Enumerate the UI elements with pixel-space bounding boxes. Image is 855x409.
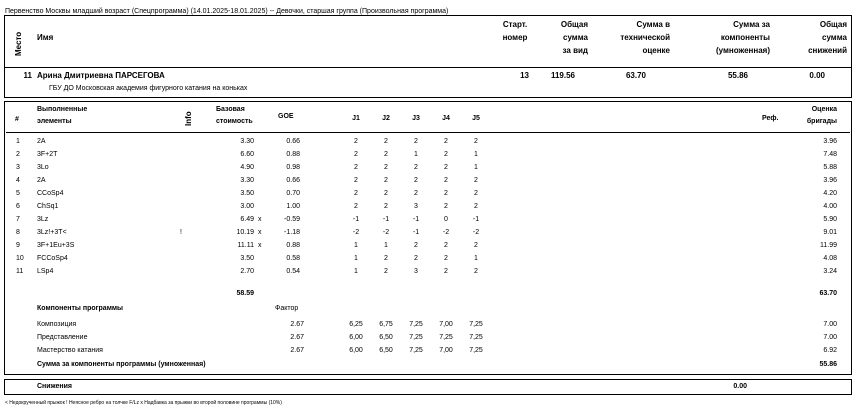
judge-header: J2 (382, 115, 390, 122)
element-judge-score: -1 (352, 216, 360, 223)
element-judge-score: 2 (474, 268, 478, 275)
element-code: FCCoSp4 (37, 255, 68, 262)
element-judge-score: 2 (474, 190, 478, 197)
element-panel-score: 4.20 (823, 190, 837, 197)
element-num: 5 (16, 190, 20, 197)
component-judge-score: 6,25 (349, 321, 363, 328)
element-bonus-mark: x (258, 216, 262, 223)
tes-header-1: Сумма в (636, 20, 670, 29)
element-judge-score: 2 (414, 177, 418, 184)
judge-header: J3 (412, 115, 420, 122)
element-judge-score: 2 (384, 203, 388, 210)
element-judge-score: 2 (444, 177, 448, 184)
skater-name: Арина Дмитриевна ПАРСЕГОВА (37, 71, 165, 80)
place-header: Место (14, 31, 23, 56)
element-judge-score: 0 (444, 216, 448, 223)
components-total-label: Сумма за компоненты программы (умноженная) (37, 361, 206, 368)
base-header-1: Базовая (216, 106, 245, 113)
element-judge-score: 2 (414, 255, 418, 262)
component-name: Мастерство катания (37, 347, 103, 354)
element-judge-score: 2 (444, 242, 448, 249)
element-num: 1 (16, 138, 20, 145)
element-panel-score: 5.90 (823, 216, 837, 223)
element-goe: 0.88 (286, 242, 300, 249)
element-judge-score: 1 (474, 151, 478, 158)
element-judge-score: 1 (414, 151, 418, 158)
component-factor: 2.67 (290, 347, 304, 354)
component-name: Композиция (37, 321, 77, 328)
element-num: 9 (16, 242, 20, 249)
competition-title: Первенство Москвы младший возраст (Спецпрограмма) (14.01.2025-18.01.2025) -- Девочки, старшая группа (Произвольная программа) (5, 8, 449, 15)
legend: < Недокрученный прыжок ! Неясное ребро на толчке F/Lz x Надбавка за прыжки во второй половине программы (10%) (5, 400, 282, 406)
element-judge-score: -2 (382, 229, 390, 236)
elements-header-divider (6, 132, 850, 133)
element-judge-score: 2 (474, 242, 478, 249)
element-code: 3F+2T (37, 151, 58, 158)
skater-start-no: 13 (520, 71, 529, 80)
component-score: 7.00 (823, 321, 837, 328)
element-judge-score: 2 (414, 138, 418, 145)
element-judge-score: 2 (474, 177, 478, 184)
skater-place: 11 (23, 71, 32, 80)
element-base: 2.70 (240, 268, 254, 275)
element-base: 11.11 (237, 242, 254, 249)
component-judge-score: 6,50 (379, 334, 393, 341)
element-num: 6 (16, 203, 20, 210)
total-header-2: сумма (563, 33, 588, 42)
element-judge-score: 2 (444, 164, 448, 171)
element-judge-score: -1 (412, 229, 420, 236)
elem-header-1: Выполненные (37, 106, 88, 113)
tes-header-3: оценке (642, 46, 670, 55)
element-bonus-mark: x (258, 229, 262, 236)
element-judge-score: 2 (354, 164, 358, 171)
tes-header-2: технической (620, 33, 670, 42)
element-base: 3.30 (240, 138, 254, 145)
element-judge-score: 2 (354, 203, 358, 210)
component-judge-score: 6,00 (349, 334, 363, 341)
ref-header: Реф. (762, 115, 779, 122)
element-judge-score: 2 (474, 138, 478, 145)
element-judge-score: 1 (354, 242, 358, 249)
component-score: 6.92 (823, 347, 837, 354)
element-judge-score: -2 (472, 229, 480, 236)
component-judge-score: 7,25 (409, 334, 423, 341)
element-judge-score: 2 (414, 242, 418, 249)
total-header-3: за вид (562, 46, 588, 55)
element-judge-score: -1 (412, 216, 420, 223)
element-code: 2A (37, 177, 46, 184)
ded-header-1: Общая (819, 20, 847, 29)
component-judge-score: 7,25 (439, 334, 453, 341)
element-judge-score: 2 (444, 255, 448, 262)
element-code: 2A (37, 138, 46, 145)
element-base: 10.19 (236, 229, 254, 236)
element-judge-score: 1 (474, 164, 478, 171)
element-code: 3Lz (37, 216, 49, 223)
element-judge-score: 2 (474, 203, 478, 210)
element-code: 3F+1Eu+3S (37, 242, 75, 249)
element-judge-score: 2 (354, 151, 358, 158)
element-goe: 0.54 (286, 268, 300, 275)
element-judge-score: 2 (444, 190, 448, 197)
element-judge-score: -2 (352, 229, 360, 236)
score-header-2: бригады (806, 118, 837, 125)
component-judge-score: 7,25 (409, 321, 423, 328)
total-header-1: Общая (560, 20, 588, 29)
element-judge-score: 2 (384, 177, 388, 184)
element-base: 6.60 (240, 151, 254, 158)
element-judge-score: 1 (354, 268, 358, 275)
pcs-header-2: компоненты (720, 33, 770, 42)
components-title: Компоненты программы (37, 305, 124, 312)
base-total: 58.59 (236, 290, 254, 297)
element-panel-score: 9.01 (823, 229, 837, 236)
element-code: CCoSp4 (37, 190, 64, 197)
element-panel-score: 3.24 (823, 268, 837, 275)
elem-header-2: элементы (37, 118, 72, 125)
element-judge-score: 2 (414, 164, 418, 171)
component-judge-score: 6,50 (379, 347, 393, 354)
ded-header-3: снижений (808, 46, 847, 55)
element-num: 7 (16, 216, 20, 223)
deductions-value: 0.00 (733, 383, 747, 390)
element-judge-score: 2 (384, 151, 388, 158)
element-judge-score: 2 (384, 138, 388, 145)
element-judge-score: 2 (444, 151, 448, 158)
element-panel-score: 7.48 (823, 151, 837, 158)
component-judge-score: 7,25 (469, 347, 483, 354)
skater-deductions: 0.00 (809, 71, 825, 80)
start-no-header-1: Старт. (502, 20, 528, 29)
component-judge-score: 7,25 (469, 321, 483, 328)
element-num: 3 (16, 164, 20, 171)
component-judge-score: 7,00 (439, 347, 453, 354)
base-header-2: стоимость (216, 118, 253, 125)
element-base: 3.30 (240, 177, 254, 184)
element-panel-score: 4.00 (823, 203, 837, 210)
element-judge-score: -1 (382, 216, 390, 223)
element-judge-score: 2 (414, 190, 418, 197)
element-judge-score: 1 (474, 255, 478, 262)
element-goe: 0.98 (286, 164, 300, 171)
pcs-header-1: Сумма за (733, 20, 770, 29)
factor-header: Фактор (275, 305, 299, 312)
skater-pcs: 55.86 (727, 71, 748, 80)
element-judge-score: 2 (444, 138, 448, 145)
element-goe: 1.00 (286, 203, 300, 210)
element-goe: 0.88 (286, 151, 300, 158)
element-judge-score: -2 (442, 229, 450, 236)
element-bonus-mark: x (258, 242, 262, 249)
element-judge-score: 2 (384, 190, 388, 197)
element-code: LSp4 (37, 268, 54, 275)
component-score: 7.00 (823, 334, 837, 341)
element-judge-score: 2 (384, 164, 388, 171)
element-judge-score: -1 (472, 216, 480, 223)
component-judge-score: 7,25 (409, 347, 423, 354)
element-judge-score: 3 (414, 268, 418, 275)
component-judge-score: 6,75 (379, 321, 393, 328)
info-header: Info (184, 111, 193, 126)
start-no-header-2: номер (502, 33, 528, 42)
element-panel-score: 3.96 (823, 177, 837, 184)
element-panel-score: 3.96 (823, 138, 837, 145)
element-goe: -1.18 (284, 229, 300, 236)
component-judge-score: 6,00 (349, 347, 363, 354)
component-judge-score: 7,00 (439, 321, 453, 328)
element-base: 3.50 (240, 255, 254, 262)
element-panel-score: 11.99 (820, 242, 837, 249)
element-judge-score: 1 (354, 255, 358, 262)
component-factor: 2.67 (290, 334, 304, 341)
element-base: 4.90 (240, 164, 254, 171)
skater-tes: 63.70 (625, 71, 646, 80)
element-num: 10 (16, 255, 24, 262)
element-goe: -0.59 (284, 216, 300, 223)
skater-club: ГБУ ДО Московская академия фигурного катания на коньках (49, 85, 248, 92)
element-goe: 0.66 (286, 138, 300, 145)
components-total: 55.86 (819, 361, 837, 368)
component-name: Представление (37, 334, 88, 341)
element-judge-score: 2 (444, 268, 448, 275)
element-judge-score: 1 (384, 242, 388, 249)
element-judge-score: 2 (384, 268, 388, 275)
score-header-1: Оценка (811, 106, 837, 113)
element-judge-score: 2 (354, 138, 358, 145)
pcs-header-3: (умноженная) (716, 46, 770, 55)
name-header: Имя (37, 33, 54, 42)
element-num: 11 (16, 268, 24, 275)
element-panel-score: 5.88 (823, 164, 837, 171)
skater-total: 119.56 (550, 71, 575, 80)
elements-frame (4, 101, 852, 375)
element-goe: 0.66 (286, 177, 300, 184)
goe-header: GOE (278, 113, 294, 120)
element-base: 3.50 (240, 190, 254, 197)
num-header: # (15, 116, 19, 123)
deductions-label: Снижения (37, 383, 72, 390)
element-judge-score: 2 (384, 255, 388, 262)
element-judge-score: 2 (444, 203, 448, 210)
summary-divider (4, 67, 852, 68)
element-code: 3Lo (37, 164, 49, 171)
ded-header-2: сумма (822, 33, 847, 42)
element-num: 2 (16, 151, 20, 158)
judge-header: J4 (442, 115, 450, 122)
element-code: 3Lz!+3T< (37, 229, 67, 236)
judge-header: J1 (352, 115, 360, 122)
element-panel-score: 4.08 (823, 255, 837, 262)
element-judge-score: 2 (354, 190, 358, 197)
judge-header: J5 (472, 115, 480, 122)
element-goe: 0.70 (286, 190, 300, 197)
component-factor: 2.67 (290, 321, 304, 328)
element-judge-score: 2 (354, 177, 358, 184)
component-judge-score: 7,25 (469, 334, 483, 341)
element-num: 8 (16, 229, 20, 236)
element-code: ChSq1 (37, 203, 59, 210)
element-num: 4 (16, 177, 20, 184)
element-goe: 0.58 (286, 255, 300, 262)
element-base: 6.49 (240, 216, 254, 223)
element-info: ! (180, 229, 182, 236)
element-judge-score: 3 (414, 203, 418, 210)
element-base: 3.00 (240, 203, 254, 210)
elements-score-total: 63.70 (819, 290, 837, 297)
